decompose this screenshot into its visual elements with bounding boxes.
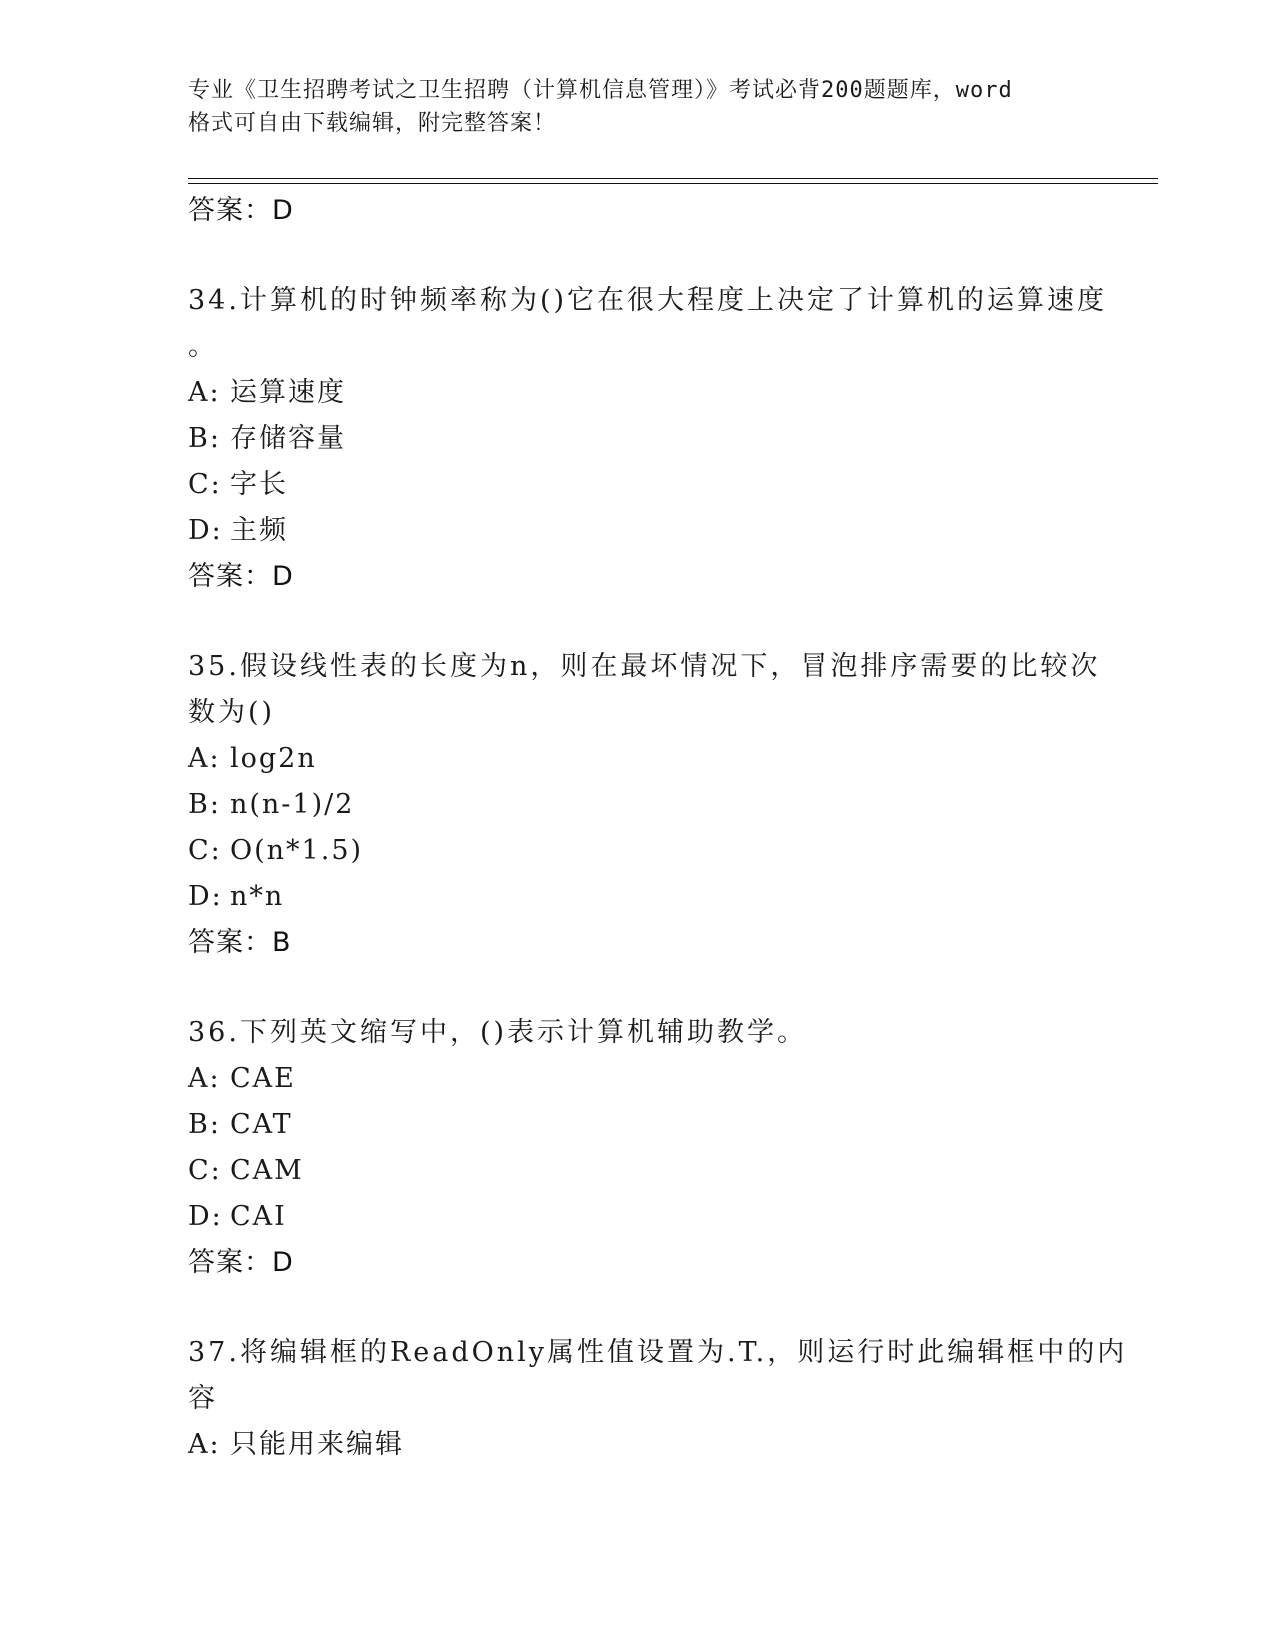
option-b [188, 782, 1088, 828]
option-letter: D: [188, 1201, 223, 1232]
question-stem [188, 1010, 1088, 1056]
stem-line: 37.将编辑框的ReadOnly属性值设置为.T.，则运行时此编辑框中的内 [188, 1337, 1128, 1368]
question-37 [188, 1330, 1128, 1468]
option-d [188, 508, 1088, 554]
stem-line: 数为() [188, 697, 276, 728]
stem-line: 36.下列英文缩写中，()表示计算机辅助教学。 [188, 1017, 808, 1048]
answer-line: 答案：D [188, 1247, 294, 1278]
option-letter: B: [188, 789, 221, 820]
option-a [188, 370, 1088, 416]
option-text: 字长 [230, 469, 288, 500]
header-divider-top [188, 178, 1158, 179]
option-text: CAT [230, 1109, 293, 1140]
option-c [188, 1148, 1088, 1194]
option-letter: A: [188, 743, 221, 774]
question-stem [188, 1330, 1128, 1422]
option-letter: B: [188, 423, 221, 454]
option-letter: D: [188, 515, 223, 546]
answer-line: 答案：D [188, 195, 294, 226]
answer-line: 答案：B [188, 927, 292, 958]
stem-line: 35.假设线性表的长度为n，则在最坏情况下，冒泡排序需要的比较次 [188, 651, 1101, 682]
stem-line: 。 [188, 331, 218, 362]
question-35 [188, 644, 1101, 966]
question-stem [188, 644, 1101, 736]
option-text: CAE [230, 1063, 296, 1094]
option-c [188, 462, 1088, 508]
option-letter: A: [188, 1429, 221, 1460]
option-letter: C: [188, 1155, 222, 1186]
option-letter: A: [188, 1063, 221, 1094]
option-b [188, 416, 1088, 462]
option-b [188, 1102, 1088, 1148]
stem-line: 34.计算机的时钟频率称为()它在很大程度上决定了计算机的运算速度 [188, 285, 1108, 316]
option-a [188, 1422, 1088, 1468]
question-36 [188, 1010, 1088, 1286]
option-text: CAI [230, 1201, 287, 1232]
header-divider-bottom [188, 183, 1158, 184]
option-text: O(n*1.5) [230, 835, 364, 866]
option-text: 主频 [230, 515, 288, 546]
option-letter: C: [188, 835, 222, 866]
option-a [188, 1056, 1088, 1102]
option-d [188, 1194, 1088, 1240]
option-a [188, 736, 1088, 782]
option-text: 运算速度 [230, 377, 346, 408]
option-letter: A: [188, 377, 221, 408]
header-line-1: 专业《卫生招聘考试之卫生招聘（计算机信息管理）》考试必背200题题库，word [188, 78, 1013, 103]
answer-line: 答案：D [188, 561, 294, 592]
option-c [188, 828, 1088, 874]
stem-line: 容 [188, 1383, 218, 1414]
option-text: n(n-1)/2 [230, 789, 355, 820]
option-text: 只能用来编辑 [230, 1429, 404, 1460]
question-list [188, 188, 1128, 1468]
option-text: n*n [230, 881, 285, 912]
option-text: log2n [230, 743, 317, 774]
option-letter: C: [188, 469, 222, 500]
header-line-2: 格式可自由下载编辑，附完整答案！ [188, 111, 557, 136]
question-stem [188, 278, 1108, 370]
question-34 [188, 278, 1108, 600]
option-letter: B: [188, 1109, 221, 1140]
option-d [188, 874, 1088, 920]
option-text: CAM [230, 1155, 304, 1186]
document-header [188, 74, 1088, 140]
option-text: 存储容量 [230, 423, 346, 454]
option-letter: D: [188, 881, 223, 912]
